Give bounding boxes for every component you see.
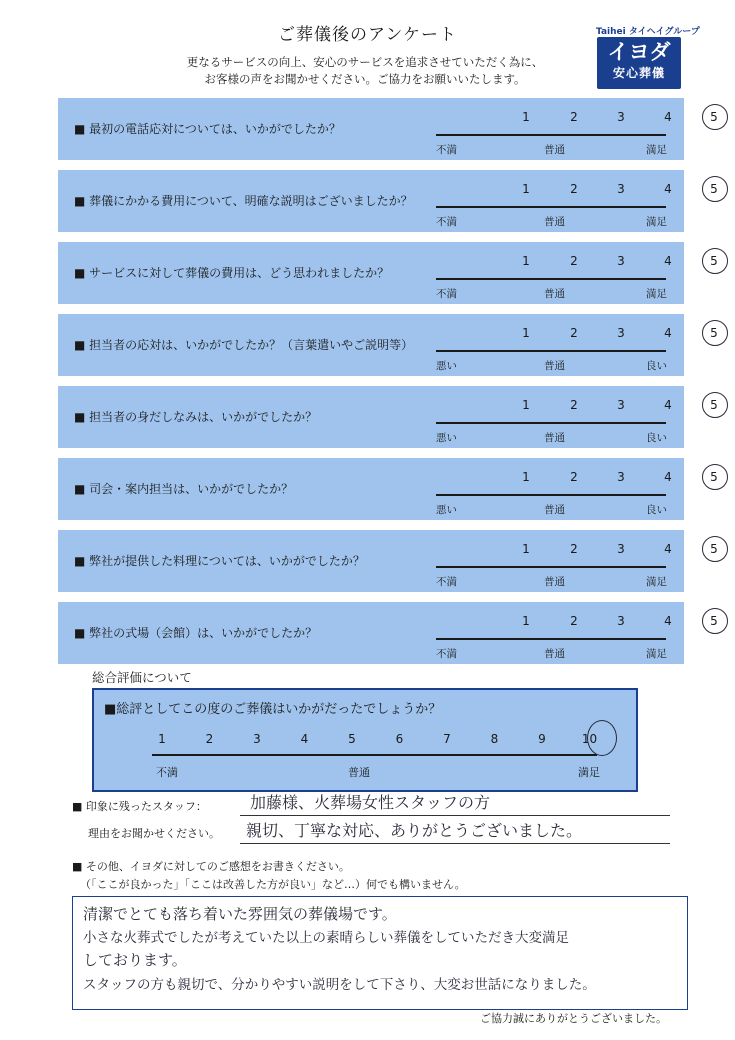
- question-4: [58, 314, 718, 376]
- rating-scale: [436, 386, 718, 448]
- rating-option-2[interactable]: 2: [570, 326, 578, 340]
- rating-option-1[interactable]: 1: [522, 398, 530, 412]
- question-5: [58, 386, 718, 448]
- answer-circle[interactable]: [702, 608, 728, 634]
- scale-label-high: 満足: [646, 648, 667, 660]
- scale-label-low: 不満: [436, 144, 457, 156]
- scale-label-low: 不満: [436, 576, 457, 588]
- rating-scale: [436, 602, 718, 664]
- scale-line: [436, 566, 666, 568]
- answer-circle[interactable]: [702, 104, 728, 130]
- scale-line: [436, 494, 666, 496]
- footer-thanks: ご協力誠にありがとうございました。: [480, 1012, 667, 1025]
- rating-option-3[interactable]: 3: [617, 326, 625, 340]
- rating-option-2[interactable]: 2: [570, 542, 578, 556]
- scale-line: [436, 422, 666, 424]
- rating-option-3[interactable]: 3: [617, 110, 625, 124]
- rating-option-2[interactable]: 2: [570, 470, 578, 484]
- scale-label-low: 悪い: [436, 432, 457, 444]
- staff-label: ■ 印象に残ったスタッフ：: [72, 800, 207, 813]
- rating-option-4[interactable]: 4: [664, 398, 672, 412]
- comment-line-3: しております。: [83, 951, 187, 969]
- intro-line-2: お客様の声をお聞かせください。ご協力をお願いいたします。: [204, 72, 526, 86]
- scale-label-mid: 普通: [544, 576, 565, 588]
- rating-scale: [436, 170, 718, 232]
- scale-label-high: 満足: [646, 288, 667, 300]
- rating-scale: [436, 458, 718, 520]
- scale-label-mid: 普通: [544, 648, 565, 660]
- scale-label-mid: 普通: [544, 360, 565, 372]
- overall-option-6[interactable]: 6: [395, 732, 404, 746]
- scale-label-high: 良い: [646, 504, 667, 516]
- rating-option-1[interactable]: 1: [522, 614, 530, 628]
- question-text: ■ 弊社が提供した料理については、いかがでしたか？: [74, 554, 365, 568]
- rating-option-4[interactable]: 4: [664, 182, 672, 196]
- question-text: ■ サービスに対して葬儀の費用は、どう思われましたか？: [74, 266, 390, 280]
- scale-label-mid: 普通: [544, 432, 565, 444]
- logo-tagline: 安心葬儀: [612, 66, 665, 80]
- comments-box[interactable]: [72, 896, 688, 1010]
- overall-option-9[interactable]: 9: [538, 732, 546, 746]
- rating-option-5[interactable]: 5: [710, 470, 718, 484]
- overall-option-10[interactable]: 10: [581, 732, 598, 746]
- scale-label-high: 満足: [646, 576, 667, 588]
- overall-scale-line: [152, 754, 597, 756]
- scale-label-low: 不満: [436, 648, 457, 660]
- rating-option-3[interactable]: 3: [617, 182, 625, 196]
- scale-line: [436, 638, 666, 640]
- rating-option-2[interactable]: 2: [570, 182, 578, 196]
- scale-label-low: 不満: [436, 288, 457, 300]
- staff-value[interactable]: 加藤様、火葬場女性スタッフの方: [250, 793, 491, 812]
- question-text: ■ 担当者の応対は、いかがでしたか？（言葉遣いやご説明等）: [74, 338, 414, 352]
- answer-circle[interactable]: [702, 320, 728, 346]
- rating-scale: [436, 314, 718, 376]
- scale-label-low: 悪い: [436, 360, 457, 372]
- question-6: [58, 458, 718, 520]
- rating-option-3[interactable]: 3: [617, 614, 625, 628]
- rating-option-5[interactable]: 5: [710, 110, 718, 124]
- comments-label-2: （「ここが良かった」「ここは改善した方が良い」など…）何でも構いません。: [80, 878, 466, 891]
- question-1: [58, 98, 718, 160]
- rating-option-4[interactable]: 4: [664, 326, 672, 340]
- scale-label-high: 良い: [646, 360, 667, 372]
- rating-option-1[interactable]: 1: [522, 110, 530, 124]
- overall-label-high: 満足: [578, 766, 600, 779]
- scale-line: [436, 278, 666, 280]
- rating-option-5[interactable]: 5: [710, 182, 718, 196]
- scale-label-low: 不満: [436, 216, 457, 228]
- rating-option-3[interactable]: 3: [617, 470, 625, 484]
- rating-scale: [436, 98, 718, 160]
- rating-option-4[interactable]: 4: [664, 542, 672, 556]
- rating-option-3[interactable]: 3: [617, 254, 625, 268]
- rating-option-2[interactable]: 2: [570, 614, 578, 628]
- overall-option-7[interactable]: 7: [443, 732, 451, 746]
- rating-option-5[interactable]: 5: [710, 326, 718, 340]
- overall-option-8[interactable]: 8: [490, 732, 499, 746]
- answer-circle[interactable]: [702, 176, 728, 202]
- rating-scale: [436, 530, 718, 592]
- rating-option-5[interactable]: 5: [710, 542, 718, 556]
- logo-name: イヨダ: [607, 40, 671, 64]
- rating-option-1[interactable]: 1: [522, 470, 530, 484]
- rating-option-1[interactable]: 1: [522, 254, 530, 268]
- group-logo-text: Taihei タイヘイグループ: [596, 27, 700, 37]
- scale-label-mid: 普通: [544, 144, 565, 156]
- staff-underline: [240, 815, 670, 816]
- scale-label-mid: 普通: [544, 504, 565, 516]
- rating-option-5[interactable]: 5: [710, 614, 718, 628]
- question-2: [58, 170, 718, 232]
- rating-option-1[interactable]: 1: [522, 326, 530, 340]
- rating-option-5[interactable]: 5: [710, 254, 718, 268]
- overall-option-4[interactable]: 4: [300, 732, 309, 746]
- question-text: ■ 担当者の身だしなみは、いかがでしたか？: [74, 410, 318, 424]
- question-text: ■ 最初の電話応対については、いかがでしたか？: [74, 122, 341, 136]
- overall-section-title: 総合評価について: [92, 670, 192, 685]
- rating-option-3[interactable]: 3: [617, 542, 625, 556]
- question-text: ■ 司会・案内担当は、いかがでしたか？: [74, 482, 294, 496]
- comment-line-4: スタッフの方も親切で、分かりやすい説明をして下さり、大変お世話になりました。: [83, 977, 596, 993]
- scale-label-high: 良い: [646, 432, 667, 444]
- scale-line: [436, 350, 666, 352]
- answer-circle[interactable]: [702, 464, 728, 490]
- reason-underline: [240, 843, 670, 844]
- scale-line: [436, 206, 666, 208]
- rating-option-2[interactable]: 2: [570, 254, 578, 268]
- reason-label: 理由をお聞かせください。: [88, 827, 220, 840]
- scale-label-mid: 普通: [544, 288, 565, 300]
- rating-option-4[interactable]: 4: [664, 614, 672, 628]
- intro-line-1: 更なるサービスの向上、安心のサービスを追求させていただく為に、: [186, 55, 544, 69]
- answer-circle[interactable]: [702, 392, 728, 418]
- overall-option-5[interactable]: 5: [348, 732, 356, 746]
- rating-scale: [436, 242, 718, 304]
- answer-circle[interactable]: [702, 248, 728, 274]
- rating-option-1[interactable]: 1: [522, 182, 530, 196]
- rating-option-4[interactable]: 4: [664, 110, 672, 124]
- question-8: [58, 602, 718, 664]
- overall-label-low: 不満: [156, 766, 178, 779]
- rating-option-4[interactable]: 4: [664, 470, 672, 484]
- rating-option-3[interactable]: 3: [617, 398, 625, 412]
- question-3: [58, 242, 718, 304]
- question-7: [58, 530, 718, 592]
- scale-label-high: 満足: [646, 144, 667, 156]
- scale-line: [436, 134, 666, 136]
- overall-answer-circle[interactable]: [587, 720, 617, 756]
- overall-rating-box: [92, 688, 638, 792]
- scale-label-high: 満足: [646, 216, 667, 228]
- overall-option-1[interactable]: 1: [158, 732, 166, 746]
- rating-option-2[interactable]: 2: [570, 110, 578, 124]
- rating-option-5[interactable]: 5: [710, 398, 718, 412]
- comment-line-1: 清潔でとても落ち着いた雰囲気の葬儀場です。: [83, 905, 397, 923]
- question-text: ■ 葬儀にかかる費用について、明確な説明はございましたか？: [74, 194, 413, 208]
- comment-line-2: 小さな火葬式でしたが考えていた以上の素晴らしい葬儀をしていただき大変満足: [83, 930, 569, 946]
- intro-text: [150, 54, 580, 88]
- scale-label-low: 悪い: [436, 504, 457, 516]
- company-logo: [597, 37, 681, 89]
- overall-option-2[interactable]: 2: [205, 732, 214, 746]
- scale-label-mid: 普通: [544, 216, 565, 228]
- overall-question: ■総評としてこの度のご葬儀はいかがだったでしょうか？: [104, 702, 442, 717]
- answer-circle[interactable]: [702, 536, 728, 562]
- page-title: ご葬儀後のアンケート: [278, 25, 457, 45]
- rating-option-2[interactable]: 2: [570, 398, 578, 412]
- question-text: ■ 弊社の式場（会館）は、いかがでしたか？: [74, 626, 318, 640]
- rating-option-1[interactable]: 1: [522, 542, 530, 556]
- rating-option-4[interactable]: 4: [664, 254, 672, 268]
- overall-option-3[interactable]: 3: [253, 732, 261, 746]
- overall-label-mid: 普通: [348, 766, 370, 779]
- comments-label-1: ■ その他、イヨダに対してのご感想をお書きください。: [72, 860, 350, 873]
- reason-value[interactable]: 親切、丁寧な対応、ありがとうございました。: [246, 821, 583, 840]
